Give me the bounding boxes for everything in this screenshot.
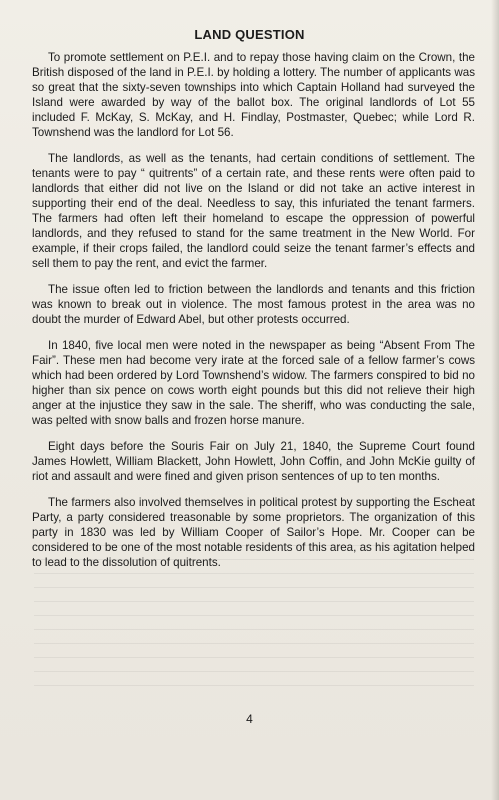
paragraph-court-ruling: Eight days before the Souris Fair on July 21, 1840, the Supreme Court found James Howlett, William Blackett, John Howlett, John Coffin, and John McKie guilty of riot and assault and were fined and given prison sentences of up to ten months. <box>32 440 475 483</box>
paragraph-lottery: To promote settlement on P.E.I. and to repay those having claim on the Crown, the British disposed of the land in P.E.I. by holding a lottery. The number of applicants was so great that the sixty-seven townships into which Captain Holland had surveyed the Island were awarded by way of the ballot box. The original landlords of Lot 55 included F. McKay, S. McKay, and H. Findlay, Postmaster, Quebec; while Lord R. Townshend was the landlord for Lot 56. <box>32 51 475 139</box>
paragraph-friction: The issue often led to friction between the landlords and tenants and this friction was known to break out in violence. The most famous protest in the area was no doubt the murder of Edward Abel, but other protests occurred. <box>32 283 475 326</box>
body-text <box>32 50 475 581</box>
paragraph-escheat-party: The farmers also involved themselves in political protest by supporting the Escheat Party, a party considered treasonable by some proprietors. The organization of this party in 1830 was led by William Cooper of Sailor’s Hope. Mr. Cooper can be considered to be one of the most notable residents of this area, as his agitation helped to lead to the dissolution of quitrents. <box>32 496 475 569</box>
paragraph-conditions: The landlords, as well as the tenants, had certain conditions of settlement. The tenants were to pay “ quitrents” of a certain rate, and these rents were often paid to landlords that either did not live on the Island or did not take an active interest in supporting their end of the deal. Needless to say, this infuriated the tenant farmers. The farmers had often left their homeland to escape the oppression of powerful landlords, and they refused to stand for the same treatment in the New World. For example, if their crops failed, the landlord could seize the tenant farmer’s effects and sell them to pay the rent, and evict the farmer. <box>32 152 475 270</box>
page-edge-shadow <box>491 0 499 800</box>
section-heading: LAND QUESTION <box>194 27 305 42</box>
page-number: 4 <box>246 712 253 726</box>
paragraph-fair-protest: In 1840, five local men were noted in the newspaper as being “Absent From The Fair”. These men had become very irate at the forced sale of a fellow farmer’s cows which had been ordered by Lord Townshend’s widow. The farmers conspired to bid no higher than six pence on cows worth eight pounds but this did not relieve their high anger at the injustice they saw in the sale. The sheriff, who was conducting the sale, was pelted with snow balls and frozen horse manure. <box>32 339 475 427</box>
